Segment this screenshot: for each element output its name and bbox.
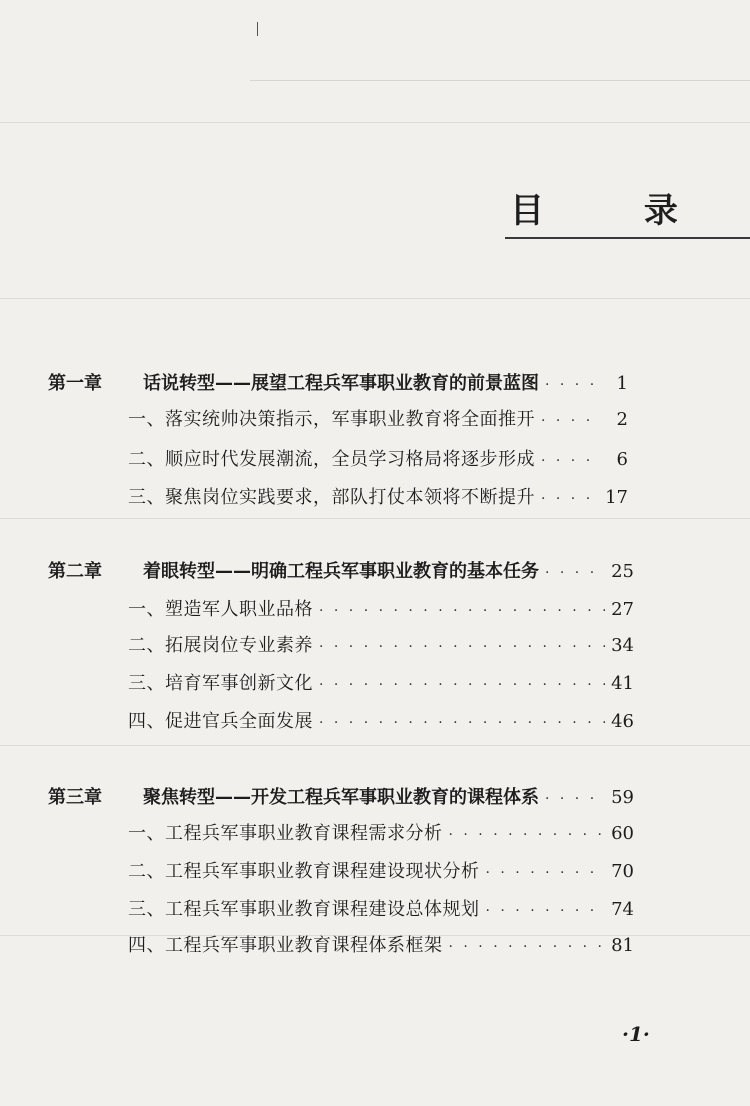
toc-section[interactable]	[128, 672, 634, 697]
toc-chapter-3[interactable]	[48, 786, 634, 811]
page-number: 60	[611, 823, 634, 844]
dot-leader	[319, 599, 605, 623]
toc-chapter-1[interactable]	[48, 372, 628, 397]
chapter-number: 第二章	[48, 561, 102, 582]
chapter-number: 第三章	[48, 787, 102, 808]
bleed-rule	[0, 745, 750, 746]
toc-chapter-2[interactable]	[48, 560, 634, 585]
toc-section[interactable]	[128, 634, 634, 659]
dot-leader	[319, 711, 605, 735]
toc-section[interactable]	[128, 898, 634, 923]
dot-leader	[545, 561, 605, 585]
toc-section[interactable]	[128, 408, 628, 433]
section-title: 一、工程兵军事职业教育课程需求分析	[128, 823, 443, 844]
dot-leader	[545, 787, 605, 811]
bleed-rule	[0, 122, 750, 123]
page-number: 27	[611, 599, 634, 620]
page-folio: ·1·	[622, 1022, 650, 1046]
dot-leader	[319, 673, 605, 697]
chapter-title: 着眼转型——明确工程兵军事职业教育的基本任务	[143, 561, 539, 582]
page-number: 74	[611, 899, 634, 920]
section-title: 一、落实统帅决策指示，军事职业教育将全面推开	[128, 409, 535, 430]
page-number: 1	[616, 373, 628, 394]
title-rule	[505, 237, 750, 239]
dot-leader	[319, 635, 605, 659]
toc-section[interactable]	[128, 822, 634, 847]
bleed-rule	[0, 298, 750, 299]
dot-leader	[486, 899, 606, 923]
section-title: 一、塑造军人职业品格	[128, 599, 313, 620]
dot-leader	[545, 373, 600, 397]
dot-leader	[541, 409, 600, 433]
page-number: 59	[611, 787, 634, 808]
section-title: 二、拓展岗位专业素养	[128, 635, 313, 656]
toc-section[interactable]	[128, 860, 634, 885]
page-number: 6	[616, 449, 628, 470]
page-number: 41	[611, 673, 634, 694]
page-number: 81	[611, 935, 634, 956]
section-title: 二、顺应时代发展潮流，全员学习格局将逐步形成	[128, 449, 535, 470]
page-number: 70	[611, 861, 634, 882]
dot-leader	[449, 823, 606, 847]
page-number: 2	[616, 409, 628, 430]
page-number: 17	[605, 487, 628, 508]
page-number: 25	[611, 561, 634, 582]
page-number: 46	[611, 711, 634, 732]
dot-leader	[541, 487, 599, 511]
bleed-rule	[0, 518, 750, 519]
page-title: 目 录	[510, 191, 722, 231]
chapter-title: 话说转型——展望工程兵军事职业教育的前景蓝图	[143, 373, 539, 394]
section-title: 三、培育军事创新文化	[128, 673, 313, 694]
section-title: 三、工程兵军事职业教育课程建设总体规划	[128, 899, 480, 920]
dot-leader	[449, 935, 606, 959]
dot-leader	[541, 449, 600, 473]
section-title: 四、促进官兵全面发展	[128, 711, 313, 732]
toc-section[interactable]	[128, 934, 634, 959]
toc-section[interactable]	[128, 448, 628, 473]
section-title: 四、工程兵军事职业教育课程体系框架	[128, 935, 443, 956]
toc-section[interactable]	[128, 486, 628, 511]
page-number: 34	[611, 635, 634, 656]
dot-leader	[486, 861, 606, 885]
chapter-title: 聚焦转型——开发工程兵军事职业教育的课程体系	[143, 787, 539, 808]
chapter-number: 第一章	[48, 373, 102, 394]
section-title: 三、聚焦岗位实践要求，部队打仗本领将不断提升	[128, 487, 535, 508]
toc-section[interactable]	[128, 710, 634, 735]
section-title: 二、工程兵军事职业教育课程建设现状分析	[128, 861, 480, 882]
toc-section[interactable]	[128, 598, 634, 623]
header-rule	[250, 80, 750, 81]
scan-mark	[257, 22, 258, 36]
